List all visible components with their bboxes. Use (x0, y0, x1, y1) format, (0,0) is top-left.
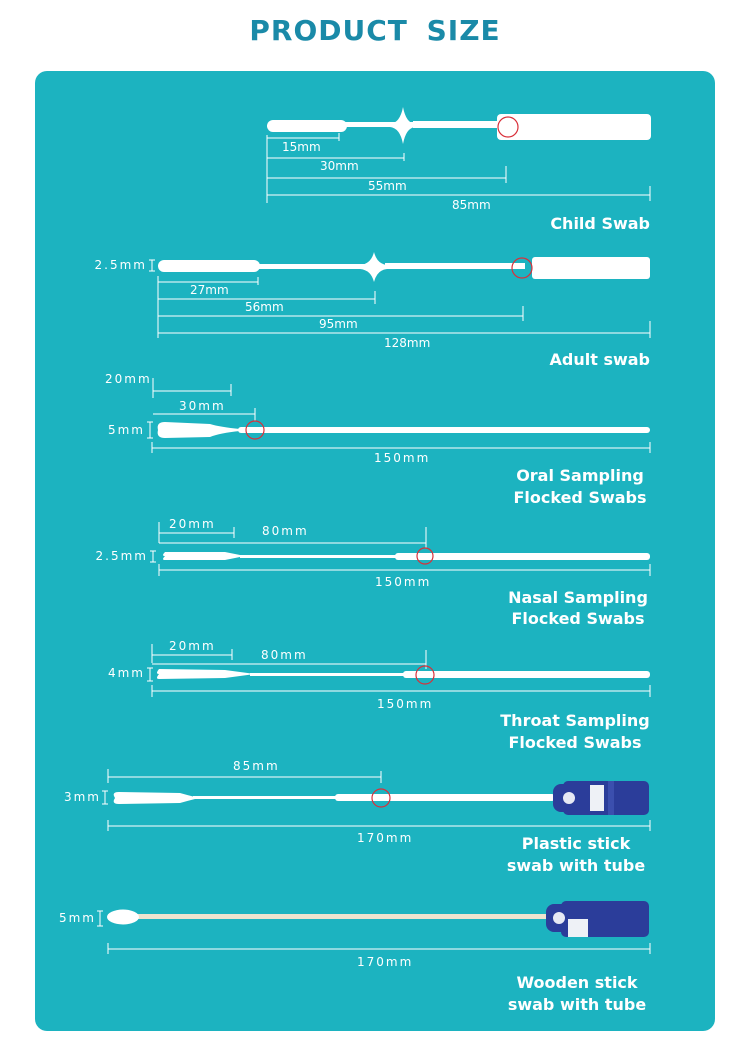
plastic-stick-swab (64, 759, 650, 875)
child-swab-dimensions (267, 133, 650, 212)
swab-name: swab with tube (507, 995, 647, 1014)
swab-name: Flocked Swabs (513, 488, 647, 507)
tip-diameter-label: 5mm (107, 423, 145, 437)
adult-swab (95, 252, 650, 369)
swab-name: swab with tube (506, 856, 646, 875)
swab-name: Wooden stick (516, 973, 638, 992)
dimension-label: 27mm (190, 283, 229, 297)
adult-swab-illustration (158, 252, 650, 282)
dimension-label: 150mm (377, 697, 434, 711)
wooden-stick-swab (59, 901, 650, 1014)
swab-diagram (35, 71, 715, 1031)
dimension-label: 170mm (357, 831, 414, 845)
dimension-label: 15mm (282, 140, 321, 154)
dimension-label: 95mm (319, 317, 358, 331)
nasal-swab (96, 517, 650, 628)
dimension-label: 150mm (375, 575, 432, 589)
dimension-label: 128mm (384, 336, 431, 350)
swab-name: Plastic stick (521, 834, 631, 853)
throat-swab (108, 639, 650, 752)
tip-diameter-label: 3mm (63, 790, 101, 804)
dimension-label: 20mm (169, 639, 216, 653)
swab-name: Nasal Sampling (508, 588, 648, 607)
plastic-stick-swab-illustration (114, 781, 649, 815)
product-size-panel (35, 71, 715, 1031)
dimension-label: 170mm (357, 955, 414, 969)
tube-cap (546, 901, 649, 937)
swab-name: Flocked Swabs (508, 733, 642, 752)
dimension-label: 150mm (374, 451, 431, 465)
dimension-label: 80mm (262, 524, 309, 538)
child-swab (267, 107, 651, 233)
swab-name: Flocked Swabs (511, 609, 645, 628)
oral-swab (105, 372, 650, 507)
dimension-label: 30mm (320, 159, 359, 173)
swab-name: Oral Sampling (516, 466, 644, 485)
tube-cap (553, 781, 649, 815)
swab-name: Child Swab (550, 214, 650, 233)
dimension-label: 30mm (179, 399, 226, 413)
oral-swab-illustration (158, 421, 650, 439)
dimension-label: 20mm (105, 372, 152, 386)
dimension-label: 85mm (452, 198, 491, 212)
swab-name: Throat Sampling (500, 711, 650, 730)
tip-diameter-label: 2.5mm (94, 258, 147, 272)
dimension-label: 85mm (233, 759, 280, 773)
dimension-label: 20mm (169, 517, 216, 531)
tip-diameter-label: 4mm (107, 666, 145, 680)
page-title: PRODUCT SIZE (249, 14, 501, 47)
dimension-label: 55mm (368, 179, 407, 193)
throat-swab-illustration (157, 666, 650, 684)
dimension-label: 56mm (245, 300, 284, 314)
dimension-label: 80mm (261, 648, 308, 662)
adult-swab-dimensions (158, 276, 650, 350)
nasal-swab-illustration (163, 548, 650, 564)
tip-diameter-label: 5mm (58, 911, 96, 925)
swab-name: Adult swab (549, 350, 650, 369)
wooden-stick-swab-illustration (107, 901, 649, 937)
tip-diameter-label: 2.5mm (95, 549, 148, 563)
